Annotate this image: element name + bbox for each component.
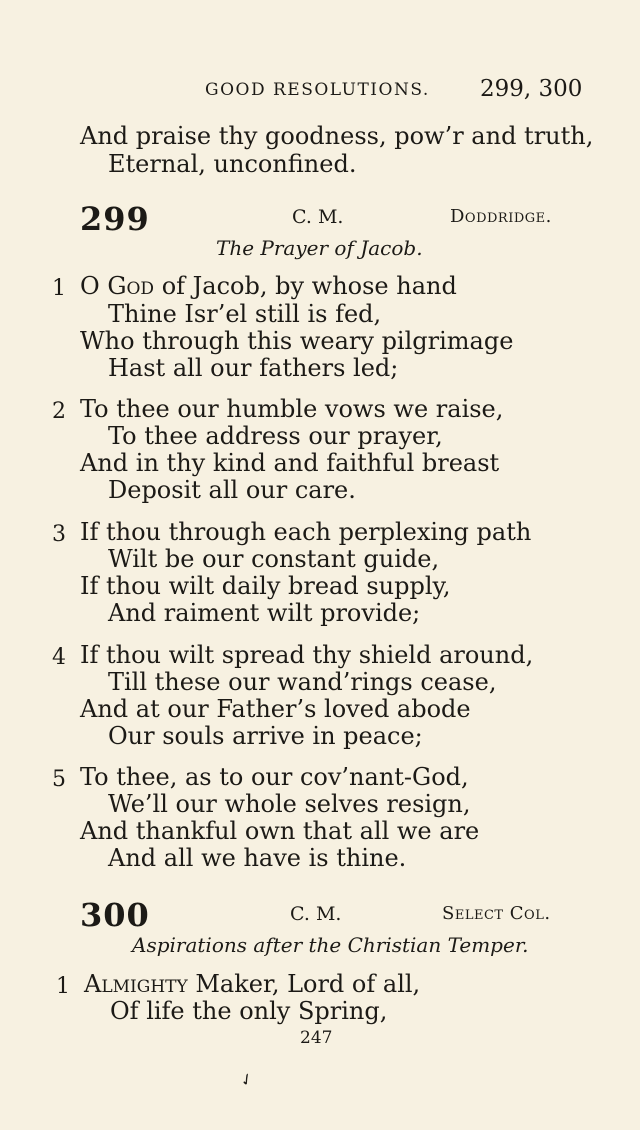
hymn-title: Aspirations after the Christian Temper.: [132, 933, 529, 957]
verse-line: Our souls arrive in peace;: [108, 722, 423, 750]
verse-line: Hast all our fathers led;: [108, 354, 399, 382]
verse-line: We’ll our whole selves resign,: [108, 790, 471, 818]
verse-line: To thee address our prayer,: [108, 422, 443, 450]
verse-number: 4: [52, 645, 66, 670]
hymn-meter: C. M.: [290, 903, 342, 925]
running-head-hymn-numbers: 299, 300: [480, 76, 583, 102]
continued-line: Eternal, unconfined.: [108, 150, 357, 178]
verse-number: 1: [56, 974, 70, 999]
verse-line: To thee, as to our cov’nant-God,: [80, 763, 469, 791]
verse-line: Of life the only Spring,: [110, 997, 388, 1025]
verse-line-prefix: O: [80, 272, 108, 300]
verse-line: And raiment wilt provide;: [108, 599, 421, 627]
verse-line: And thankful own that all we are: [80, 817, 480, 845]
verse-line: [84, 970, 420, 998]
hymn-number: 300: [80, 896, 150, 934]
verse-line: If thou wilt spread thy shield around,: [80, 641, 534, 669]
running-head-title: GOOD RESOLUTIONS.: [205, 80, 430, 100]
verse-line: Wilt be our constant guide,: [108, 545, 440, 573]
hymn-number: 299: [80, 200, 150, 238]
page-number: 247: [300, 1028, 333, 1048]
verse-number: 5: [52, 767, 66, 792]
hymn-author: Select Col.: [442, 903, 551, 924]
verse-line: If thou wilt daily bread supply,: [80, 572, 451, 600]
verse-number: 3: [52, 522, 66, 547]
hymn-author: Doddridge.: [450, 206, 552, 227]
verse-line: If thou through each perplexing path: [80, 518, 532, 546]
verse-number: 2: [52, 399, 66, 424]
hymn-title: The Prayer of Jacob.: [216, 236, 423, 260]
verse-line-rest: Maker, Lord of all,: [187, 970, 421, 998]
verse-line-rest: of Jacob, by whose hand: [154, 272, 457, 300]
verse-line: Deposit all our care.: [108, 476, 356, 504]
verse-line: And all we have is thine.: [108, 844, 407, 872]
verse-line: Till these our wand’rings cease,: [108, 668, 497, 696]
stray-pen-mark: ✓: [236, 1067, 258, 1092]
hymn-meter: C. M.: [292, 206, 344, 228]
running-head: [0, 76, 640, 108]
verse-line: Thine Isr’el still is fed,: [108, 300, 382, 328]
verse-line: Who through this weary pilgrimage: [80, 327, 514, 355]
verse-number: 1: [52, 276, 66, 301]
verse-line-small-caps: God: [107, 272, 155, 300]
verse-line: And in thy kind and faithful breast: [80, 449, 500, 477]
continued-line: And praise thy goodness, pow’r and truth,: [80, 122, 594, 150]
verse-line: To thee our humble vows we raise,: [80, 395, 504, 423]
verse-line-small-caps: Almighty: [84, 970, 188, 998]
verse-line: [80, 272, 457, 300]
verse-line: And at our Father’s loved abode: [80, 695, 471, 723]
